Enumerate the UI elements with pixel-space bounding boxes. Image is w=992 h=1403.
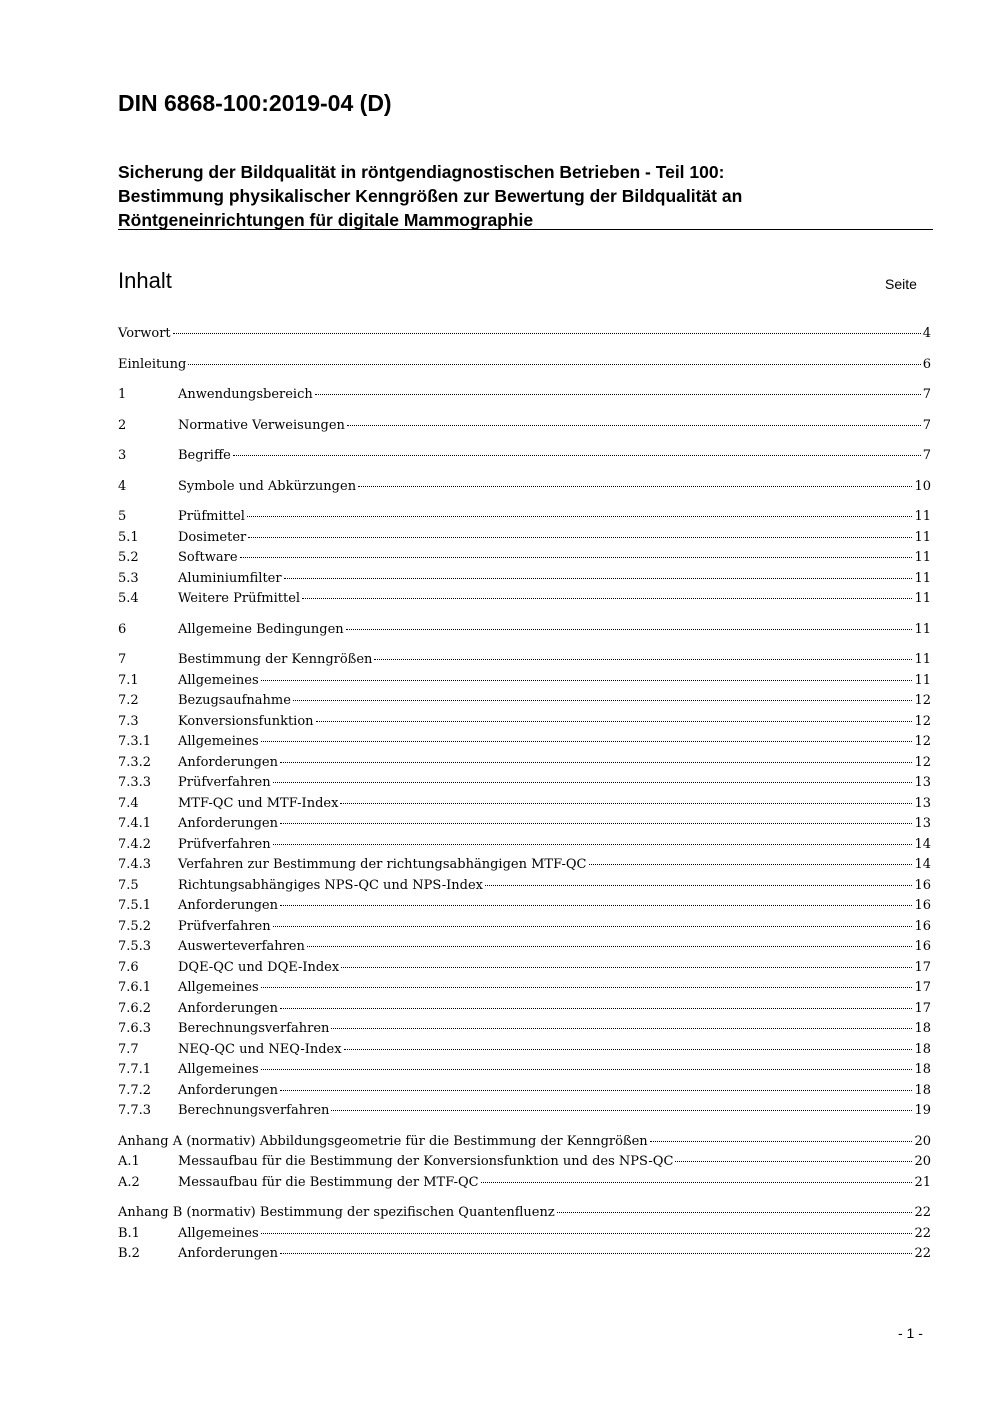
toc-entry-page: 18 (914, 1082, 931, 1098)
toc-entry-page: 11 (914, 570, 931, 586)
dot-leader (273, 782, 913, 783)
toc-entry-page: 6 (922, 356, 931, 372)
toc-entry-title: Berechnungsverfahren (178, 1021, 330, 1036)
title-line: Sicherung der Bildqualität in röntgendiagnostischen Betrieben - Teil 100: (118, 162, 725, 182)
toc-entry-page: 13 (914, 795, 931, 811)
dot-leader (284, 578, 913, 579)
toc-entry-number: 1 (118, 387, 127, 402)
toc-entry-page: 13 (914, 775, 931, 790)
toc-entry-page: 16 (914, 898, 931, 913)
toc-entry-page: 18 (914, 1062, 931, 1077)
toc-entry-title: Symbole und Abkürzungen (178, 478, 357, 494)
dot-leader (280, 762, 912, 763)
toc-entry[interactable] (118, 732, 931, 753)
dot-leader (293, 700, 913, 701)
toc-entry[interactable] (118, 589, 931, 610)
dot-leader (273, 926, 913, 927)
toc-entry-number: 7.6.2 (118, 1000, 152, 1016)
toc-entry-number: 7.5.3 (118, 939, 152, 954)
toc-entry-number: 7.4 (118, 795, 139, 811)
dot-leader (589, 864, 913, 865)
toc-entry-number: 7.4.3 (118, 857, 152, 872)
title-line: Röntgeneinrichtungen für digitale Mammographie (118, 210, 534, 230)
dot-leader (315, 394, 921, 395)
toc-entry-title: Allgemeines (178, 1062, 259, 1077)
toc-entry[interactable] (118, 712, 931, 733)
toc-entry-number: 5.4 (118, 591, 139, 606)
toc-entry[interactable] (118, 835, 931, 856)
dot-leader (344, 1049, 913, 1050)
toc-entry[interactable] (118, 937, 931, 958)
toc-entry-page: 11 (914, 529, 931, 545)
dot-leader (261, 741, 913, 742)
toc-entry-page: 18 (914, 1021, 931, 1036)
toc-entry-number: 7 (118, 652, 127, 667)
toc-entry[interactable] (118, 978, 931, 999)
toc-entry[interactable] (118, 917, 931, 938)
toc-entry-page: 18 (914, 1041, 931, 1057)
toc-entry-page: 22 (914, 1225, 931, 1241)
toc-entry-title: Prüfverfahren (178, 836, 271, 852)
toc-entry-title: Messaufbau für die Bestimmung der MTF-QC (178, 1174, 479, 1190)
toc-entry-title: MTF-QC und MTF-Index (178, 795, 339, 811)
dot-leader (331, 1110, 912, 1111)
dot-leader (341, 967, 912, 968)
toc-entry[interactable] (118, 753, 931, 774)
toc-entry-number: 7.5.2 (118, 918, 152, 934)
toc-entry-title: Einleitung (118, 356, 187, 372)
toc-entry-page: 16 (914, 918, 931, 934)
toc-entry-page: 20 (914, 1133, 931, 1149)
toc-entry-page: 16 (914, 939, 931, 954)
toc-entry-page: 19 (914, 1103, 931, 1118)
dot-leader (485, 885, 912, 886)
toc-entry-title: Allgemeines (178, 980, 259, 995)
toc-entry-number: 5 (118, 509, 127, 524)
dot-leader (302, 598, 912, 599)
dot-leader (188, 364, 920, 365)
toc-entry[interactable] (118, 446, 931, 467)
page-column-label: Seite (885, 276, 917, 292)
dot-leader (481, 1182, 913, 1183)
toc-entry-number: 5.2 (118, 550, 139, 565)
toc-entry[interactable] (118, 569, 931, 590)
toc-entry[interactable] (118, 507, 931, 528)
toc-entry[interactable] (118, 548, 931, 569)
toc-entry[interactable] (118, 1019, 931, 1040)
toc-entry[interactable] (118, 1244, 931, 1265)
dot-leader (280, 905, 912, 906)
toc-entry[interactable] (118, 896, 931, 917)
document-id: DIN 6868-100:2019-04 (D) (118, 90, 392, 116)
toc-entry-page: 20 (914, 1154, 931, 1169)
toc-entry-number: 7.4.1 (118, 816, 152, 831)
toc-entry-title: NEQ-QC und NEQ-Index (178, 1041, 342, 1057)
toc-entry[interactable] (118, 958, 931, 979)
toc-entry-page: 11 (914, 672, 931, 688)
toc-entry-page: 12 (914, 754, 931, 770)
dot-leader (280, 1253, 912, 1254)
toc-entry-page: 14 (914, 836, 931, 852)
dot-leader (248, 537, 912, 538)
toc-entry-page: 22 (914, 1246, 931, 1261)
toc-entry-title: Vorwort (118, 326, 171, 341)
dot-leader (331, 1028, 912, 1029)
dot-leader (280, 823, 912, 824)
toc-entry-number: 5.1 (118, 529, 139, 545)
toc-entry[interactable] (118, 671, 931, 692)
toc-entry[interactable] (118, 1173, 931, 1194)
toc-entry[interactable] (118, 650, 931, 671)
toc-entry-number: B.1 (118, 1225, 140, 1241)
dot-leader (316, 721, 913, 722)
toc-entry-page: 11 (914, 621, 931, 637)
title-line: Bestimmung physikalischer Kenngrößen zur Bewertung der Bildqualität an (118, 186, 743, 206)
toc-entry-number: 7.1 (118, 672, 139, 688)
toc-entry-number: B.2 (118, 1246, 140, 1261)
toc-entry-number: 7.3.2 (118, 754, 152, 770)
toc-heading: Inhalt (118, 268, 172, 293)
toc-entry-number: A.1 (118, 1154, 140, 1169)
toc-entry-title: Auswerteverfahren (178, 939, 305, 954)
toc-entry-title: Prüfverfahren (178, 918, 271, 934)
toc-entry-page: 22 (914, 1205, 931, 1220)
toc-entry[interactable] (118, 1132, 931, 1153)
dot-leader (650, 1141, 913, 1142)
toc-entry[interactable] (118, 324, 931, 345)
toc-entry-title: Bestimmung der Kenngrößen (178, 652, 373, 667)
toc-entry[interactable] (118, 1040, 931, 1061)
toc-entry-title: Allgemeine Bedingungen (178, 621, 344, 637)
toc-entry-title: Anforderungen (178, 1246, 278, 1261)
dot-leader (346, 629, 913, 630)
toc-entry-page: 17 (914, 1000, 931, 1016)
toc-entry-title: Aluminiumfilter (178, 570, 282, 586)
toc-entry-number: 3 (118, 448, 127, 463)
toc-entry-page: 7 (922, 448, 931, 463)
toc-entry[interactable] (118, 999, 931, 1020)
toc-entry-title: Anforderungen (178, 754, 278, 770)
toc-entry-title: Dosimeter (178, 529, 247, 545)
toc-entry-page: 14 (914, 857, 931, 872)
toc-entry-page: 21 (914, 1174, 931, 1190)
toc-entry-title: Verfahren zur Bestimmung der richtungsabhängigen MTF-QC (178, 857, 587, 872)
toc-entry-page: 4 (922, 326, 931, 341)
toc-entry[interactable] (118, 691, 931, 712)
toc-entry-number: 7.4.2 (118, 836, 152, 852)
toc-entry-page: 10 (914, 478, 931, 494)
toc-entry-number: 7.5.1 (118, 898, 152, 913)
toc-entry-title: Allgemeines (178, 1225, 259, 1241)
toc-entry-page: 16 (914, 877, 931, 893)
toc-entry-number: 5.3 (118, 570, 139, 586)
dot-leader (280, 1008, 912, 1009)
toc-entry[interactable] (118, 355, 931, 376)
toc-entry-title: Bezugsaufnahme (178, 693, 291, 708)
dot-leader (347, 425, 921, 426)
toc-entry[interactable] (118, 773, 931, 794)
toc-entry[interactable] (118, 1101, 931, 1122)
toc-entry-page: 11 (914, 550, 931, 565)
toc-entry-number: 6 (118, 621, 127, 637)
toc-entry[interactable] (118, 1224, 931, 1245)
dot-leader (280, 1090, 912, 1091)
toc-entry-number: 7.6 (118, 959, 139, 975)
page-number: - 1 - (898, 1325, 923, 1341)
toc-entry[interactable] (118, 620, 931, 641)
dot-leader (374, 659, 912, 660)
toc-entry-title: Messaufbau für die Bestimmung der Konversionsfunktion und des NPS-QC (178, 1154, 674, 1169)
toc-entry[interactable] (118, 794, 931, 815)
dot-leader (261, 680, 913, 681)
toc-entry-title: Anforderungen (178, 1000, 278, 1016)
document-title (118, 160, 933, 232)
toc-entry-title: Konversionsfunktion (178, 713, 314, 729)
toc-entry-title: Weitere Prüfmittel (178, 591, 301, 606)
toc-entry-title: Prüfverfahren (178, 775, 271, 790)
toc-entry[interactable] (118, 1081, 931, 1102)
toc-entry[interactable] (118, 1203, 931, 1224)
toc-entry-number: 7.3.3 (118, 775, 152, 790)
toc-entry-number: A.2 (118, 1174, 140, 1190)
toc-entry-number: 4 (118, 478, 127, 494)
table-of-contents (118, 324, 931, 1265)
dot-leader (273, 844, 913, 845)
toc-entry[interactable] (118, 814, 931, 835)
toc-entry-page: 12 (914, 713, 931, 729)
toc-entry[interactable] (118, 528, 931, 549)
toc-entry-title: Allgemeines (178, 734, 259, 749)
toc-entry-title: Prüfmittel (178, 509, 245, 524)
toc-entry-number: 7.3 (118, 713, 139, 729)
toc-entry-page: 12 (914, 693, 931, 708)
dot-leader (261, 1069, 913, 1070)
toc-entry[interactable] (118, 876, 931, 897)
toc-entry[interactable] (118, 385, 931, 406)
toc-entry-number: 7.5 (118, 877, 139, 893)
toc-entry-page: 12 (914, 734, 931, 749)
toc-entry-number: 7.6.1 (118, 980, 152, 995)
toc-entry-title: Berechnungsverfahren (178, 1103, 330, 1118)
toc-entry-title: Normative Verweisungen (178, 417, 345, 433)
title-divider (118, 229, 933, 230)
toc-entry-page: 11 (914, 652, 931, 667)
toc-entry-title: Richtungsabhängiges NPS-QC und NPS-Index (178, 877, 484, 893)
toc-entry-number: 7.7.1 (118, 1062, 152, 1077)
dot-leader (675, 1161, 912, 1162)
toc-entry-title: DQE-QC und DQE-Index (178, 959, 340, 975)
toc-entry-title: Begriffe (178, 448, 231, 463)
toc-entry-title: Anwendungsbereich (178, 387, 313, 402)
toc-entry-title: Anhang A (normativ) Abbildungsgeometrie für die Bestimmung der Kenngrößen (118, 1133, 648, 1149)
toc-entry-number: 7.2 (118, 693, 139, 708)
toc-entry-number: 7.7.3 (118, 1103, 152, 1118)
toc-entry-number: 7.6.3 (118, 1021, 152, 1036)
dot-leader (261, 1233, 913, 1234)
toc-entry-page: 17 (914, 959, 931, 975)
toc-entry[interactable] (118, 855, 931, 876)
dot-leader (557, 1212, 913, 1213)
toc-entry-title: Anforderungen (178, 898, 278, 913)
dot-leader (340, 803, 912, 804)
toc-entry[interactable] (118, 416, 931, 437)
dot-leader (173, 333, 921, 334)
toc-entry-page: 11 (914, 591, 931, 606)
toc-entry-page: 7 (922, 387, 931, 402)
toc-entry[interactable] (118, 1060, 931, 1081)
toc-entry-number: 7.7 (118, 1041, 139, 1057)
toc-entry-title: Anforderungen (178, 1082, 278, 1098)
dot-leader (358, 486, 912, 487)
dot-leader (240, 557, 913, 558)
toc-entry-page: 11 (914, 509, 931, 524)
dot-leader (261, 987, 913, 988)
toc-entry-page: 13 (914, 816, 931, 831)
toc-entry-title: Allgemeines (178, 672, 259, 688)
dot-leader (307, 946, 913, 947)
toc-entry-number: 2 (118, 417, 127, 433)
dot-leader (247, 516, 913, 517)
toc-entry-page: 17 (914, 980, 931, 995)
toc-entry-page: 7 (922, 417, 931, 433)
toc-entry-number: 7.3.1 (118, 734, 152, 749)
toc-entry-number: 7.7.2 (118, 1082, 152, 1098)
dot-leader (233, 455, 921, 456)
toc-entry[interactable] (118, 1152, 931, 1173)
toc-entry-title: Anhang B (normativ) Bestimmung der spezifischen Quantenfluenz (118, 1205, 555, 1220)
toc-entry-title: Software (178, 550, 238, 565)
toc-entry[interactable] (118, 477, 931, 498)
toc-entry-title: Anforderungen (178, 816, 278, 831)
